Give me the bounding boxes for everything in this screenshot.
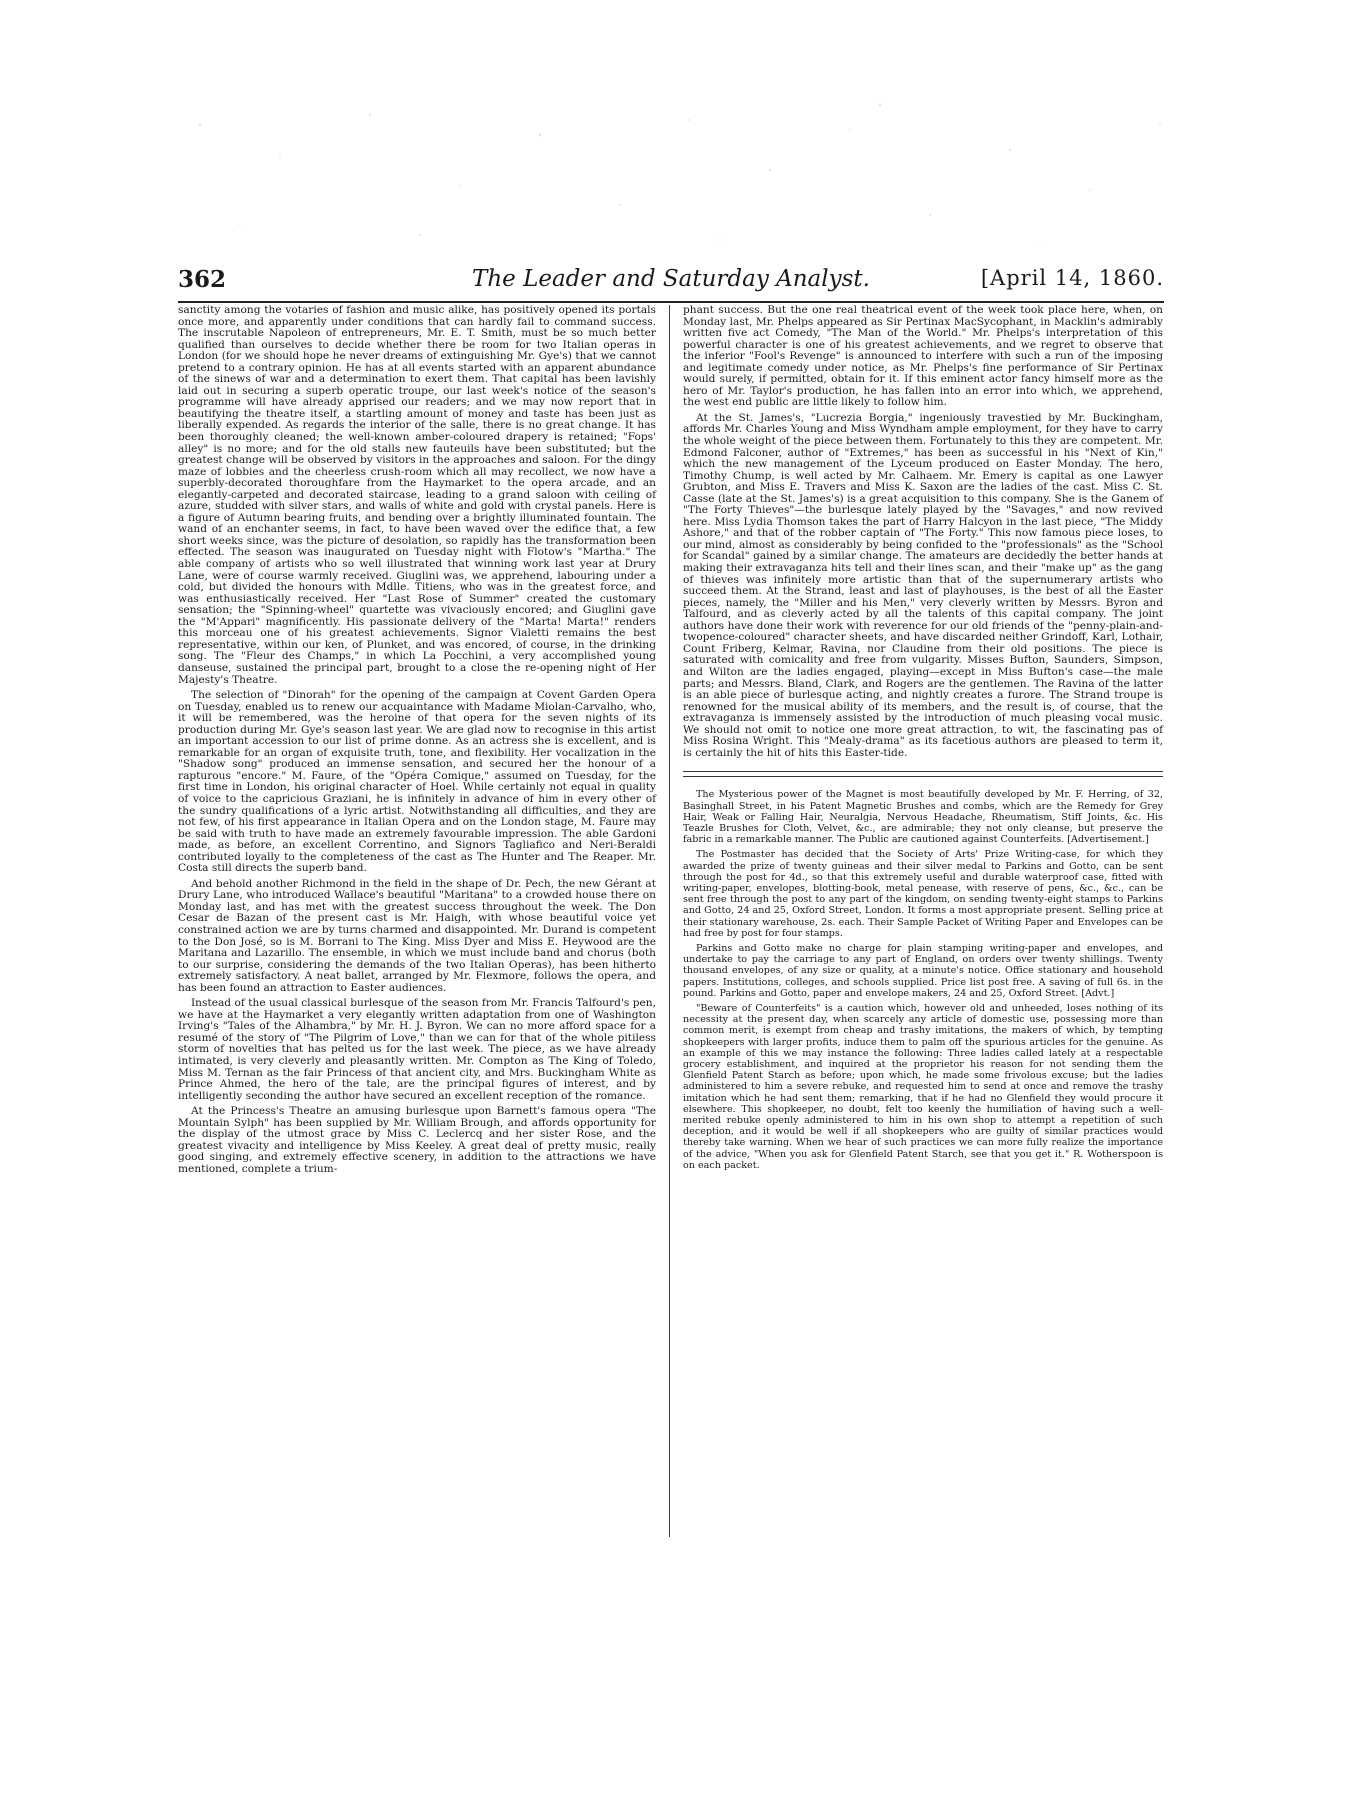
article-paragraph: At the Princess's Theatre an amusing burlesque upon Barnett's famous opera "The Mountain Sylph" has been supplied by Mr. William Brough, and affords opportunity for the display of the utmost grace by Miss C. Leclercq and her sister Rose, and the greatest vivacity and intelligence by Miss Keeley. A great deal of pretty music, really good singing, and extremely effective scenery, in addition to the attractions we have mentioned, complete a trium- (178, 1105, 656, 1175)
advertisement-paragraph: "Beware of Counterfeits" is a caution which, however old and unheeded, loses nothing of its necessity at the present day, when scarcely any article of domestic use, possessing more than common merit, is exempt from cheap and trashy imitations, the makers of which, by tempting shopkeepers with larger profits, induce them to palm off the spurious articles for the genuine. As an example of this we may instance the following: Three ladies called lately at a respectable grocery establishment, and inquired at the proprietor his reason for not sending them the Glenfield Patent Starch as before; upon which, he made some frivolous excuse; but the ladies administered to him a severe rebuke, and requested him to send at once and remove the trashy imitation which he had sent them; remarking, that if he had no Glenfield they would procure it elsewhere. This shopkeeper, no doubt, felt too keenly the humiliation of having such a well-merited rebuke openly administered to him in his own shop to attempt a repetition of such deception, and it would be well if all shopkeepers who are guilty of similar practices would thereby take warning. When we hear of such practices we can more fully realize the importance of the advice, "When you ask for Glenfield Patent Starch, see that you get it." R. Wotherspoon is on each packet. (683, 1002, 1163, 1171)
article-paragraph: sanctity among the votaries of fashion and music alike, has positively opened its portals once more, and apparently under conditions that can hardly fail to command success. The inscrutable Napoleon of entrepreneurs, Mr. E. T. Smith, must be so much better qualified than ourselves to decide whether there be room for two Italian operas in London (for we should hope he never dreams of extinguishing Mr. Gye's) that we cannot pretend to a contrary opinion. He has at all events started with an apparent abundance of the sinews of war and a determination to exert them. That capital has been lavishly laid out in securing a superb operatic troupe, our last week's notice of the season's programme will have already apprised our readers; and we may now report that in beautifying the theatre itself, a startling amount of money and taste has been just as liberally expended. As regards the interior of the salle, there is no great change. It has been thoroughly cleaned; the well-known amber-coloured drapery is retained; "Fops' alley" is no more; and for the old stalls new fauteuils have been substituted; but the greatest change will be observed by visitors in the approaches and saloon. For the dingy maze of lobbies and the cheerless crush-room which all may recollect, we now have a superbly-decorated thoroughfare from the Haymarket to the opera arcade, and an elegantly-carpeted and decorated staircase, leading to a grand saloon with ceiling of azure, studded with silver stars, and walls of white and gold with crystal panels. Here is a figure of Autumn bearing fruits, and bending over a brightly illuminated fountain. The wand of an enchanter seems, in fact, to have been waved over the edifice that, a few short weeks since, was the picture of desolation, so rapidly has the transformation been effected. The season was inaugurated on Tuesday night with Flotow's "Martha." The able company of artists who so well illustrated that winning work last year at Drury Lane, were of course warmly received. Giuglini was, we apprehend, labouring under a cold, but divided the honours with Mdlle. Titiens, who was in the greatest force, and was enthusiastically received. Her "Last Rose of Summer" created the customary sensation; the "Spinning-wheel" quartette was vivaciously encored; and Giuglini gave the "M'Appari" magnificently. His passionate delivery of the "Marta! Marta!" renders this morceau one of his greatest achievements. Signor Vialetti remains the best representative, within our ken, of Plunket, and was encored, of course, in the drinking song. The "Fleur des Champs," in which La Pocchini, a very accomplished young danseuse, sustained the principal part, brought to a close the re-opening night of Her Majesty's Theatre. (178, 304, 656, 686)
advertisement-paragraph: Parkins and Gotto make no charge for plain stamping writing-paper and envelopes, and undertake to pay the carriage to any part of England, on orders over twenty shillings. Twenty thousand envelopes, of any size or quality, at a minute's notice. Office stationary and household papers. Institutions, colleges, and schools supplied. Price list post free. A saving of full 6s. in the pound. Parkins and Gotto, paper and envelope makers, 24 and 25, Oxford Street. [Advt.] (683, 942, 1163, 999)
left-column (178, 305, 656, 1535)
article-paragraph: Instead of the usual classical burlesque of the season from Mr. Francis Talfourd's pen, we have at the Haymarket a very elegantly written adaptation from one of Washington Irving's "Tales of the Alhambra," by Mr. H. J. Byron. We can no more afford space for a resumé of the story of "The Pilgrim of Love," than we can for that of the whole pitiless storm of novelties that has pelted us for the last week. The piece, as we have already intimated, is very cleverly and pleasantly written. Mr. Compton as The King of Toledo, Miss M. Ternan as the fair Princess of that ancient city, and Mrs. Buckingham White as Prince Ahmed, the hero of the tale, are the principal figures of interest, and by intelligently seconding the author have secured an excellent reception of the romance. (178, 997, 656, 1102)
advertisements-section (683, 789, 1163, 1171)
header-rule (178, 301, 1164, 303)
right-column (683, 305, 1163, 1535)
advertisement-paragraph: The Postmaster has decided that the Society of Arts' Prize Writing-case, for which they awarded the prize of twenty guineas and their silver medal to Parkins and Gotto, can be sent through the post for 4d., so that this extremely useful and durable waterproof case, fitted with writing-paper, envelopes, blotting-book, metal penease, with reserve of pens, &c., &c., can be sent free through the post to any part of the kingdom, on sending twenty-eight stamps to Parkins and Gotto, 24 and 25, Oxford Street, London. It forms a most appropriate present. Selling price at their stationary warehouse, 2s. each. Their Sample Packet of Writing Paper and Envelopes can be had free by post for four stamps. (683, 849, 1163, 939)
advertisement-paragraph: The Mysterious power of the Magnet is most beautifully developed by Mr. F. Herring, of 32, Basinghall Street, in his Patent Magnetic Brushes and combs, which are the Remedy for Grey Hair, Weak or Falling Hair, Neuralgia, Nervous Headache, Rheumatism, Stiff Joints, &c. His Teazle Brushes for Cloth, Velvet, &c., are admirable; they not only cleanse, but preserve the fabric in a remarkable manner. The Public are cautioned against Counterfeits. [Advertisement.] (683, 789, 1163, 846)
article-paragraph: phant success. But the one real theatrical event of the week took place here, when, on Monday last, Mr. Phelps appeared as Sir Pertinax MacSycophant, in Macklin's admirably written five act Comedy, "The Man of the World." Mr. Phelps's interpretation of this powerful character is one of his greatest achievements, and we regret to observe that the inferior "Fool's Revenge" is announced to interfere with such a run of the imposing and legitimate comedy under notice, as Mr. Phelps's fine performance of Sir Pertinax would surely, if permitted, obtain for it. If this eminent actor fancy himself more as the hero of Mr. Taylor's production, he has fallen into an error into which, we apprehend, the west end public are little likely to follow him. (683, 304, 1163, 409)
article-paragraph: And behold another Richmond in the field in the shape of Dr. Pech, the new Gérant at Drury Lane, who introduced Wallace's beautiful "Maritana" to a crowded house there on Monday last, and has met with the greatest success throughout the week. The Don Cesar de Bazan of the present cast is Mr. Haigh, with whose beautiful voice yet constrained action we are by turns charmed and disappointed. Mr. Durand is competent to the Don José, so is M. Borrani to The King. Miss Dyer and Miss E. Heywood are the Maritana and Lazarillo. The ensemble, in which we must include band and chorus (both to our surprise, considering the demands of the two Italian Operas), has been hitherto extremely satisfactory. A neat ballet, arranged by Mr. Flexmore, follows the opera, and has been found an attraction to Easter audiences. (178, 877, 656, 994)
issue-date: [April 14, 1860. (980, 266, 1164, 290)
article-paragraph: The selection of "Dinorah" for the opening of the campaign at Covent Garden Opera on Tuesday, enabled us to renew our acquaintance with Madame Miolan-Carvalho, who, it will be remembered, was the heroine of that opera for the seven nights of its production during Mr. Gye's season last year. We are glad now to recognise in this artist an important accession to our list of prime donne. As an actress she is excellent, and is remarkable for an organ of exquisite truth, tone, and flexibility. Her vocalization in the "Shadow song" produced an immense sensation, and secured her the honour of a rapturous "encore." M. Faure, of the "Opéra Comique," assumed on Tuesday, for the first time in London, his original character of Hoel. While certainly not equal in quality of voice to the capricious Graziani, he is infinitely in advance of him in every other of the sundry qualifications of a lyric artist. Notwithstanding all difficulties, and they are not few, of his first appearance in Italian Opera and on the London stage, M. Faure may be said with truth to have made an extremely favourable impression. The able Gardoni made, as before, an excellent Correntino, and Signors Tagliafico and Neri-Beraldi contributed loyally to the completeness of the cast as The Hunter and The Reaper. Mr. Costa still directs the superb band. (178, 689, 656, 875)
page-number: 362 (178, 266, 227, 293)
section-double-rule (683, 771, 1163, 777)
article-paragraph: At the St. James's, "Lucrezia Borgia," ingeniously travestied by Mr. Buckingham, affords Mr. Charles Young and Miss Wyndham ample employment, for they have to carry the whole weight of the piece between them. Fortunately to this they are competent. Mr. Edmond Falconer, author of "Extremes," has been as successful in his "Next of Kin," which the new management of the Lyceum produced on Easter Monday. The hero, Timothy Chump, is well acted by Mr. Calhaem. Mr. Emery is capital as one Lawyer Grubton, and Miss E. Travers and Miss K. Saxon are the ladies of the cast. Miss C. St. Casse (late at the St. James's) is a great acquisition to this company. She is the Ganem of "The Forty Thieves"—the burlesque lately played by the "Savages," and now revived here. Miss Lydia Thomson takes the part of Harry Halcyon in the last piece, "The Middy Ashore," and that of the robber captain of "The Forty." This now famous piece loses, to our mind, almost as considerably by being confided to the "professionals" as the "School for Scandal" gained by a similar change. The amateurs are decidedly the better hands at making their extravaganza hits tell and their lines scan, and their "make up" as the gang of thieves was infinitely more artistic than that of the supernumerary artists who succeed them. At the Strand, least and last of playhouses, is the best of all the Easter pieces, namely, the "Miller and his Men," very cleverly written by Messrs. Byron and Talfourd, and as cleverly acted by all the talents of this capital company. The joint authors have done their work with reverence for our old friends of the "penny-plain-and-twopence-coloured" character sheets, and have discarded neither Grindoff, Karl, Lothair, Count Friberg, Kelmar, Ravina, nor Claudine from their old positions. The piece is saturated with comicality and free from vulgarity. Misses Bufton, Saunders, Simpson, and Wilton are the ladies engaged, playing—except in Miss Bufton's case—the male parts; and Messrs. Bland, Clark, and Rogers are the gentlemen. The Ravina of the latter is an able piece of burlesque acting, and nightly creates a furore. The Strand troupe is renowned for the musical ability of its members, and the result is, of course, that the extravaganza is immensely assisted by the introduction of much pleasing vocal music. We should not omit to notice one more great attraction, to wit, the fascinating pas of Miss Rosina Wright. This "Mealy-drama" as its facetious authors are pleased to term it, is certainly the hit of hits this Easter-tide. (683, 411, 1163, 759)
paper-speckle-decoration (160, 95, 1200, 255)
page-header (178, 266, 1164, 300)
publication-title: The Leader and Saturday Analyst. (472, 266, 870, 292)
column-divider (669, 305, 670, 1537)
